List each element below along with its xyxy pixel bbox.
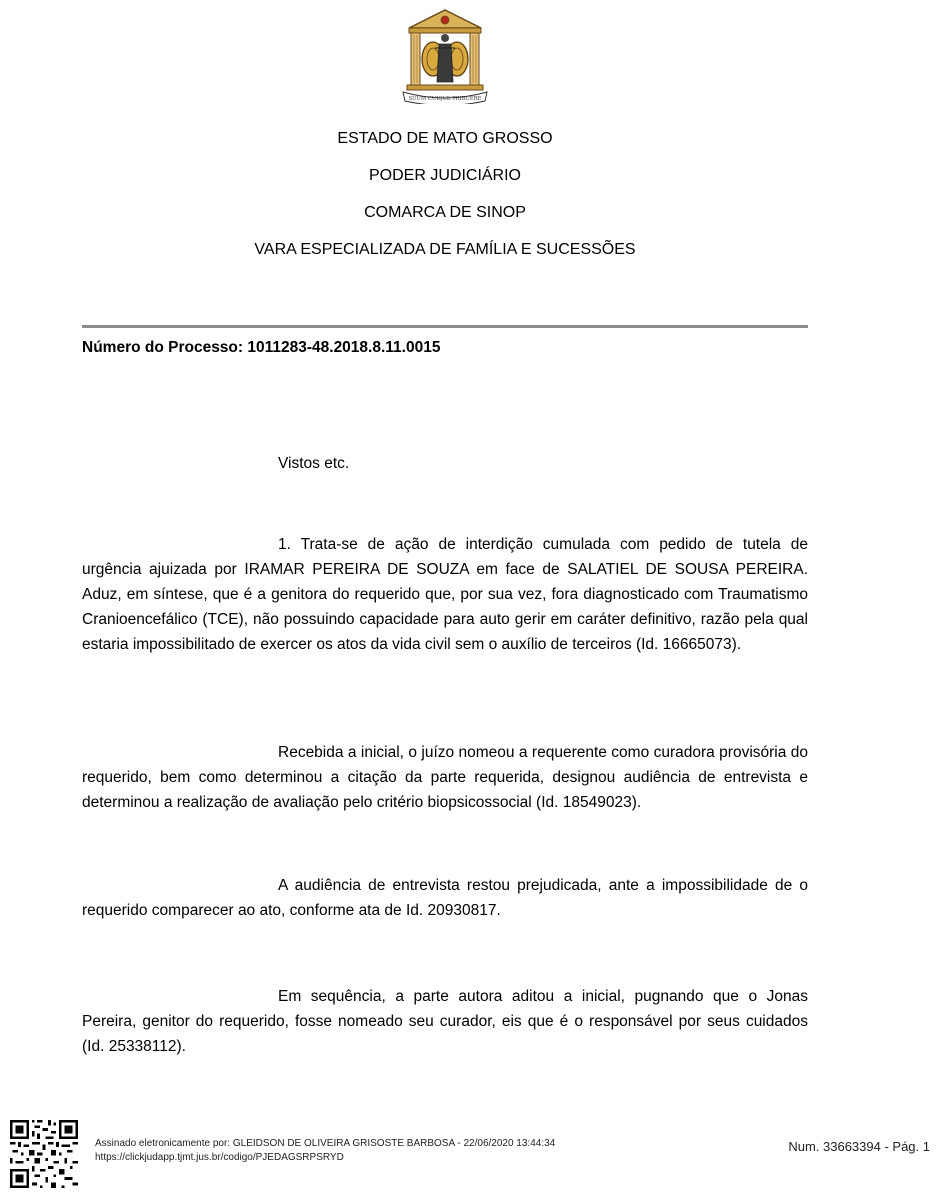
svg-text:SUUM CUIQUE TRIBUERE: SUUM CUIQUE TRIBUERE [408,96,482,102]
paragraph-2: Recebida a inicial, o juízo nomeou a requerente como curadora provisória do requerido, bem como determinou a citação da parte requerida, designou audiência de entrevista e determinou a realização de avaliação pelo critério biopsicossocial (Id. 18549023). [82,744,808,811]
electronic-signature [95,1137,555,1165]
header-court-division: VARA ESPECIALIZADA DE FAMÍLIA E SUCESSÕES [254,241,636,258]
header-judiciary: PODER JUDICIÁRIO [368,167,521,184]
verification-link[interactable]: https://clickjudapp.tjmt.jus.br/codigo/PJEDAGSRPSRYD [95,1152,344,1163]
page-number: Num. 33663394 - Pág. 1 [788,1139,930,1154]
process-number: Número do Processo: 1011283-48.2018.8.11.0015 [82,339,441,356]
header-divider [82,325,808,328]
paragraph-3: A audiência de entrevista restou prejudicada, ante a impossibilidade de o requerido comparecer ao ato, conforme ata de Id. 20930817. [82,877,808,919]
court-emblem-icon [395,4,495,104]
opening-phrase: Vistos etc. [278,455,350,472]
paragraph-1: 1. Trata-se de ação de interdição cumulada com pedido de tutela de urgência ajuizada por IRAMAR PEREIRA DE SOUZA em face de SALATIEL DE SOUSA PEREIRA. Aduz, em síntese, que é a genitora do requerido que, por sua vez, fora diagnosticado com Traumatismo Cranioencefálico (TCE), não possuindo capacidade para auto gerir em caráter definitivo, razão pela qual estaria impossibilitado de exercer os atos da vida civil sem o auxílio de terceiros (Id. 16665073). [82,536,808,653]
header-district: COMARCA DE SINOP [364,204,526,221]
signature-line: Assinado eletronicamente por: GLEIDSON DE OLIVEIRA GRISOSTE BARBOSA - 22/06/2020 13:44:34 [95,1138,556,1149]
paragraph-4: Em sequência, a parte autora aditou a inicial, pugnando que o Jonas Pereira, genitor do requerido, fosse nomeado seu curador, eis que é o responsável por seus cuidados (Id. 25338112). [82,988,808,1055]
qr-code-icon [10,1120,78,1188]
header-state: ESTADO DE MATO GROSSO [337,130,553,147]
